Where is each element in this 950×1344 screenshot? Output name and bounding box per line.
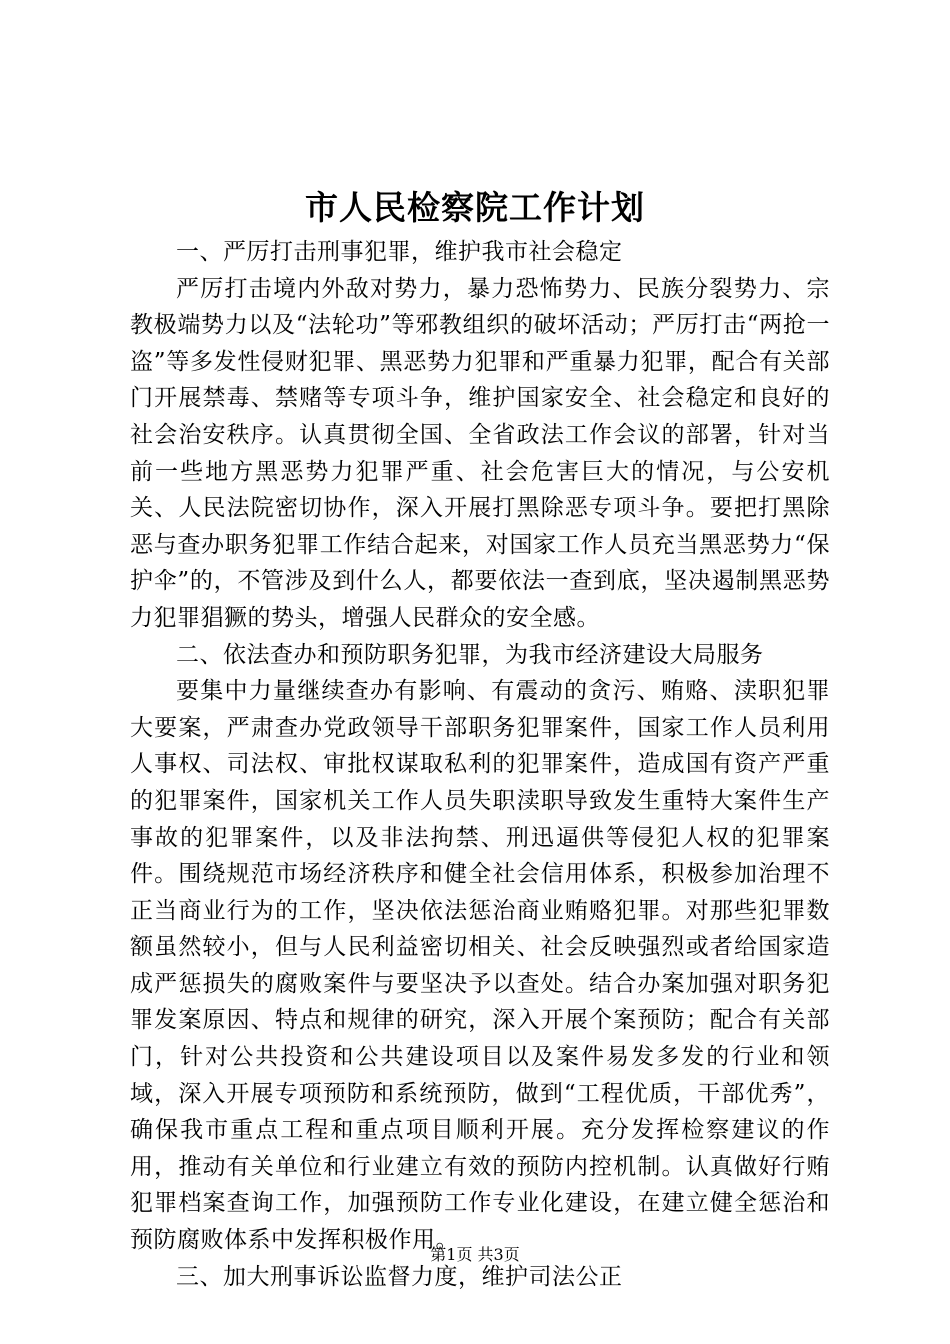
section-heading-3: 三、加大刑事诉讼监督力度，维护司法公正: [176, 1263, 623, 1290]
document-title: 市人民检察院工作计划: [305, 188, 645, 227]
section-heading-1: 一、严厉打击刑事犯罪，维护我市社会稳定: [176, 239, 623, 265]
page-footer: 第1页 共3页: [430, 1245, 520, 1264]
document-body: [130, 234, 830, 1295]
section-paragraph-1: 严厉打击境内外敌对势力，暴力恐怖势力、民族分裂势力、宗教极端势力以及“法轮功”等邪教组织的破坏活动；严厉打击“两抢一盗”等多发性侵财犯罪、黑恶势力犯罪和严重暴力犯罪，配合有关部门开展禁毒、禁赌等专项斗争，维护国家安全、社会稳定和良好的社会治安秩序。认真贯彻全国、全省政法工作会议的部署，针对当前一些地方黑恶势力犯罪严重、社会危害巨大的情况，与公安机关、人民法院密切协作，深入开展打黑除恶专项斗争。要把打黑除恶与查办职务犯罪工作结合起来，对国家工作人员充当黑恶势力“保护伞”的，不管涉及到什么人，都要依法一查到底，坚决遏制黑恶势力犯罪猖獗的势头，增强人民群众的安全感。: [130, 275, 830, 631]
section-heading-2: 二、依法查办和预防职务犯罪，为我市经济建设大局服务: [176, 641, 764, 668]
section-paragraph-2: 要集中力量继续查办有影响、有震动的贪污、贿赂、渎职犯罪大要案，严肃查办党政领导干部职务犯罪案件，国家工作人员利用人事权、司法权、审批权谋取私利的犯罪案件，造成国有资产严重的犯罪案件，国家机关工作人员失职渎职导致发生重特大案件生产事故的犯罪案件，以及非法拘禁、刑迅逼供等侵犯人权的犯罪案件。围绕规范市场经济秩序和健全社会信用体系，积极参加治理不正当商业行为的工作，坚决依法惩治商业贿赂犯罪。对那些犯罪数额虽然较小，但与人民利益密切相关、社会反映强烈或者给国家造成严惩损失的腐败案件与要坚决予以查处。结合办案加强对职务犯罪发案原因、特点和规律的研究，深入开展个案预防；配合有关部门，针对公共投资和公共建设项目以及案件易发多发的行业和领域，深入开展专项预防和系统预防，做到“工程优质，干部优秀”，确保我市重点工程和重点项目顺利开展。充分发挥检察建议的作用，推动有关单位和行业建立有效的预防内控机制。认真做好行贿犯罪档案查询工作，加强预防工作专业化建设，在建立健全惩治和预防腐败体系中发挥积极作用。: [130, 678, 830, 1254]
